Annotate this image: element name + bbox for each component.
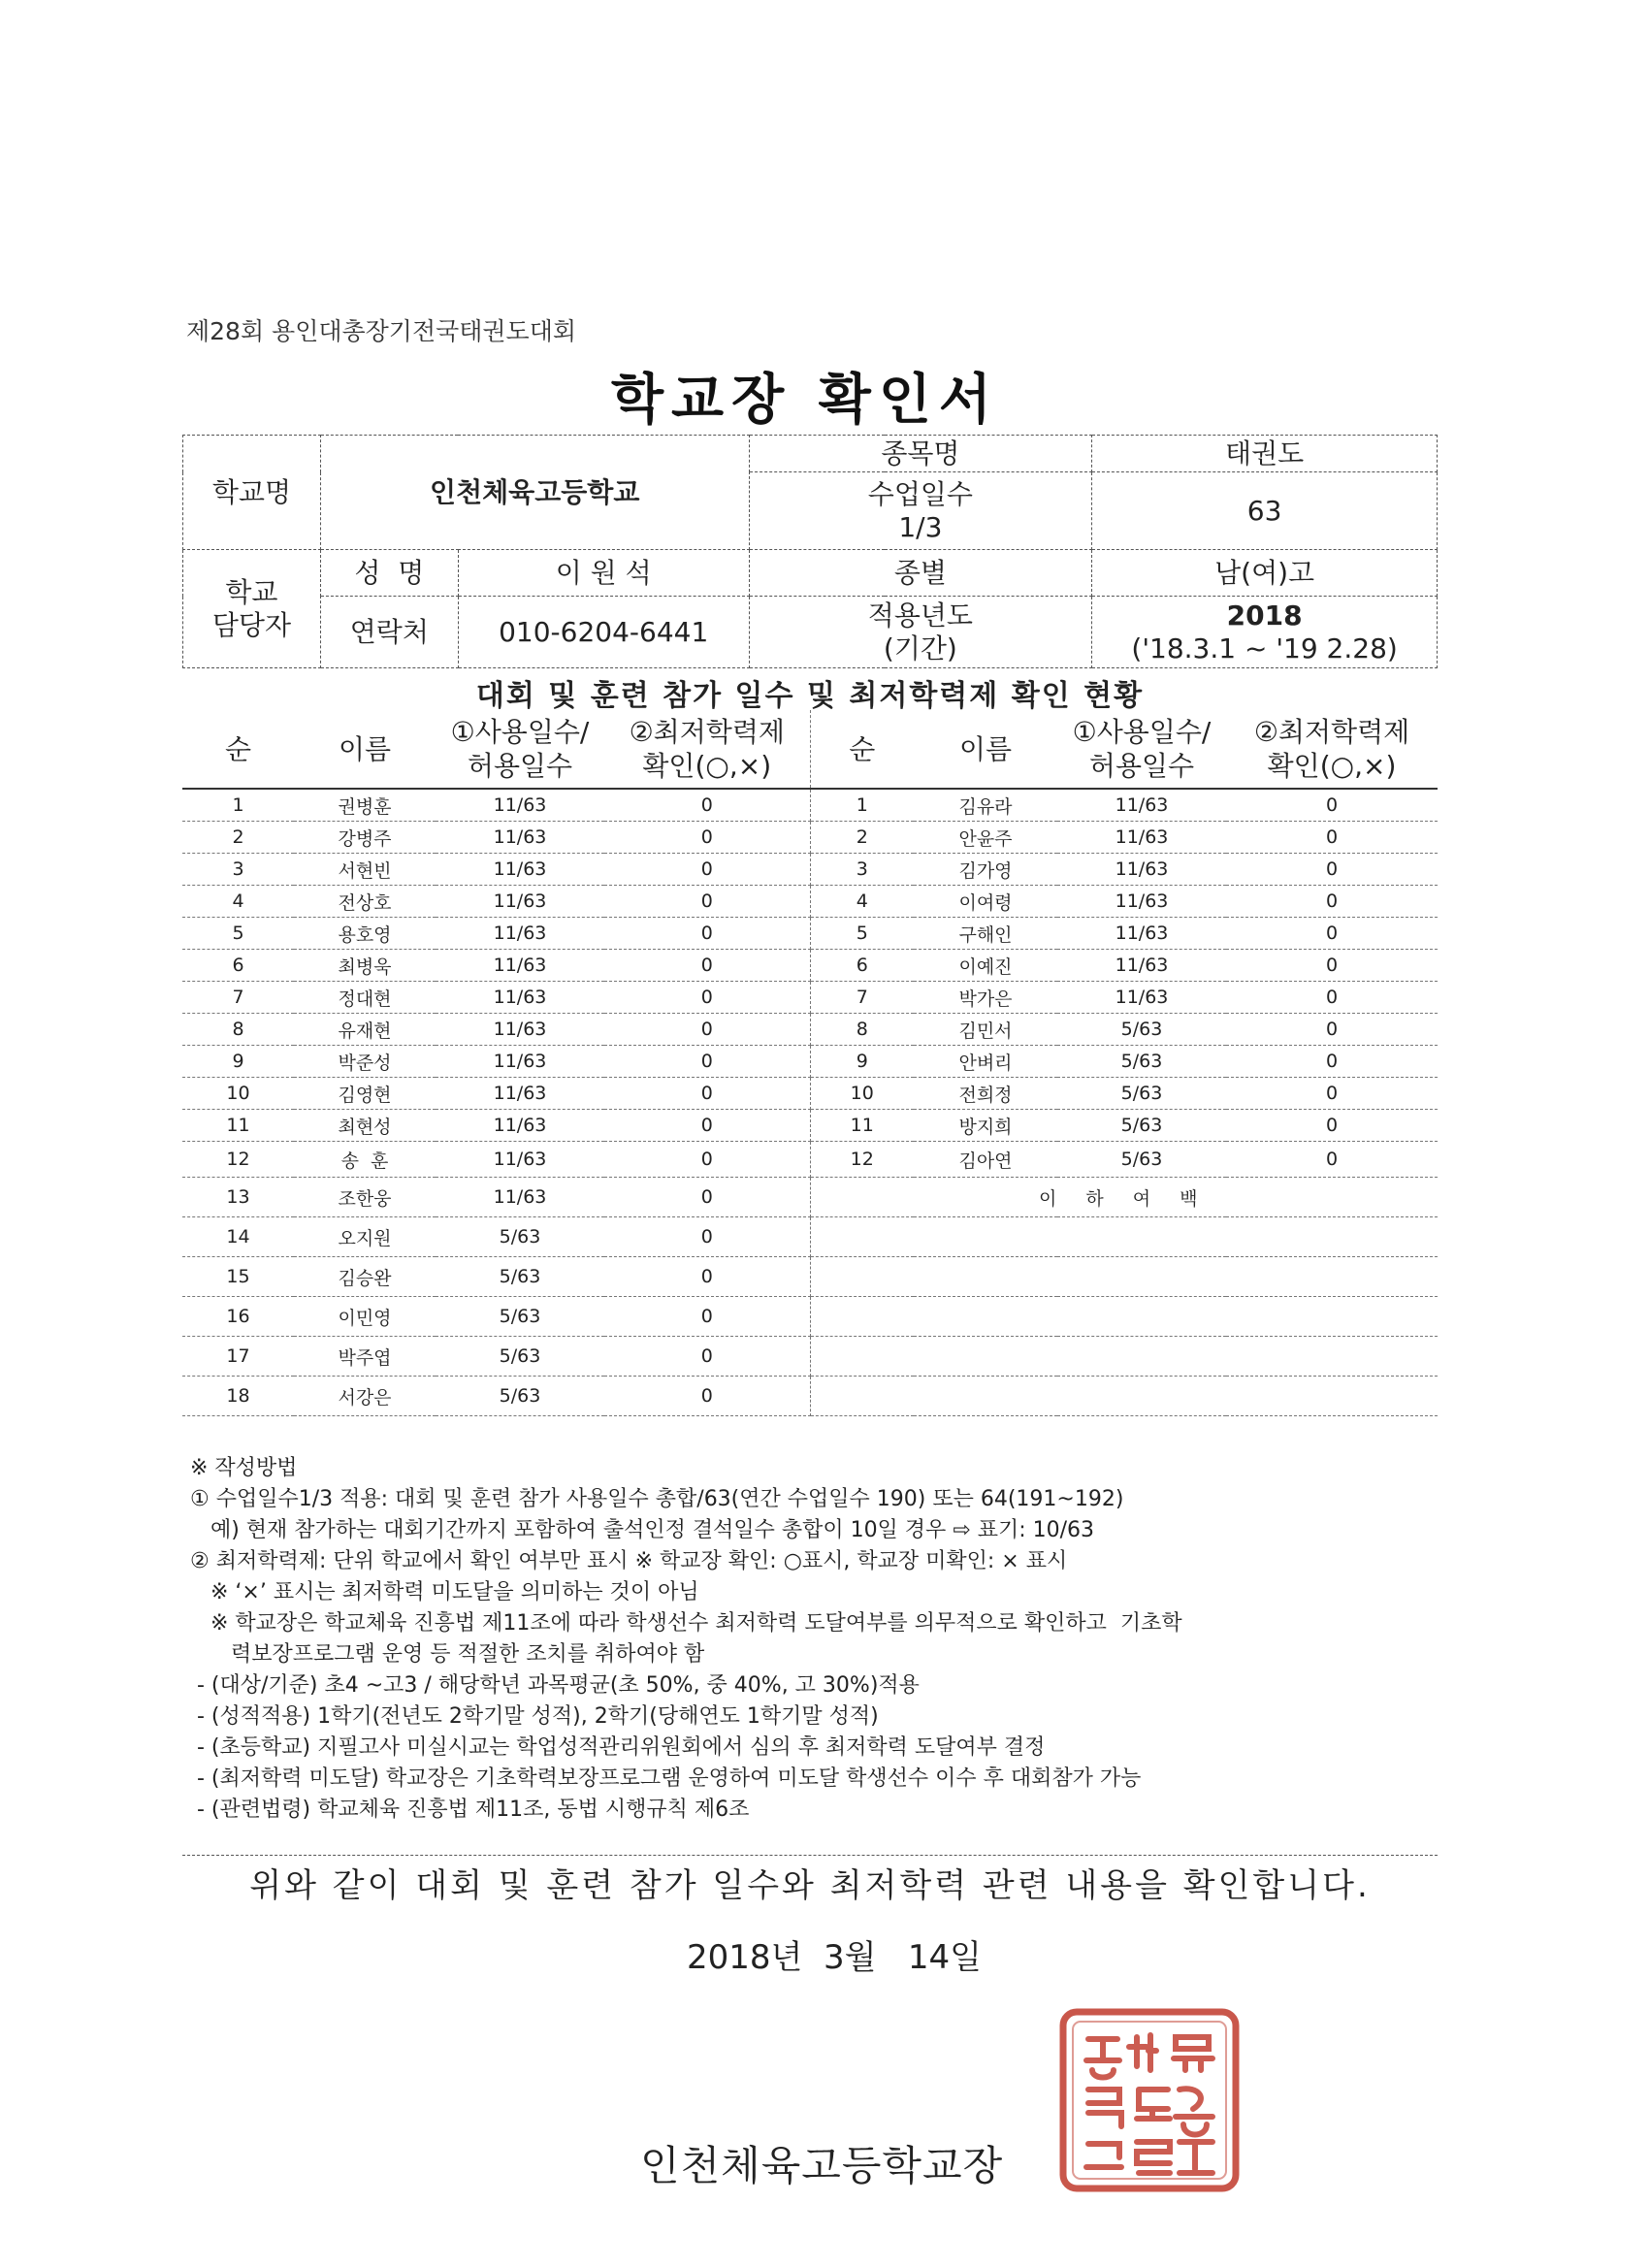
row-no: 7 xyxy=(810,982,914,1014)
row-days: 11/63 xyxy=(436,1046,604,1078)
row-no: 17 xyxy=(182,1337,294,1377)
row-name: 서강은 xyxy=(294,1377,436,1416)
row-name: 이민영 xyxy=(294,1297,436,1337)
row-check: 0 xyxy=(604,1178,810,1217)
school-name-label: 학교명 xyxy=(183,436,321,550)
note-line: - (대상/기준) 초4 ~고3 / 해당학년 과목평균(초 50%, 중 40%, 고 30%)적용 xyxy=(190,1673,920,1698)
row-no: 2 xyxy=(182,822,294,854)
event-label: 종목명 xyxy=(749,436,1092,472)
row-days: 5/63 xyxy=(1057,1078,1226,1110)
blank-remark: 이 하 여 백 xyxy=(810,1178,1438,1217)
col-header-days-line2: 허용일수 xyxy=(1088,750,1195,782)
school-info-table xyxy=(182,435,1438,668)
table-row xyxy=(182,1377,1438,1416)
row-name: 전희정 xyxy=(914,1078,1057,1110)
apply-year-label xyxy=(749,597,1092,668)
row-no: 13 xyxy=(182,1178,294,1217)
table-row xyxy=(182,1142,1438,1178)
row-days: 11/63 xyxy=(436,1178,604,1217)
row-check: 0 xyxy=(1226,789,1438,822)
table-row xyxy=(182,918,1438,950)
row-days: 11/63 xyxy=(436,950,604,982)
row-check: 0 xyxy=(1226,822,1438,854)
col-header-name: 이름 xyxy=(294,710,436,789)
note-line: - (관련법령) 학교체육 진흥법 제11조, 동법 시행규칙 제6조 xyxy=(190,1798,750,1822)
row-days: 11/63 xyxy=(1057,854,1226,886)
manager-label-line1: 학교 xyxy=(225,575,278,608)
row-no: 5 xyxy=(182,918,294,950)
row-check: 0 xyxy=(604,822,810,854)
apply-period: ('18.3.1 ~ '19 2.28) xyxy=(1131,632,1398,664)
empty-cell xyxy=(914,1337,1057,1377)
col-header-days-line1: ①사용일수/ xyxy=(450,716,590,748)
participation-table xyxy=(182,710,1438,1416)
row-days: 11/63 xyxy=(1057,982,1226,1014)
official-seal-icon xyxy=(1059,2008,1240,2192)
divider xyxy=(182,1855,1438,1856)
row-no: 18 xyxy=(182,1377,294,1416)
row-no: 16 xyxy=(182,1297,294,1337)
table-row xyxy=(182,1046,1438,1078)
apply-year: 2018 xyxy=(1226,599,1303,632)
row-no: 3 xyxy=(810,854,914,886)
row-days: 11/63 xyxy=(436,1142,604,1178)
empty-cell xyxy=(1057,1297,1226,1337)
table-row xyxy=(182,1110,1438,1142)
row-check: 0 xyxy=(604,1142,810,1178)
class-days-label xyxy=(749,472,1092,550)
row-check: 0 xyxy=(604,1337,810,1377)
col-header-check-line2: 확인(○,×) xyxy=(642,750,772,782)
row-no: 1 xyxy=(182,789,294,822)
row-days: 5/63 xyxy=(436,1217,604,1257)
col-header-check-line1: ②최저학력제 xyxy=(629,716,785,748)
row-no: 12 xyxy=(810,1142,914,1178)
note-line: - (최저학력 미도달) 학교장은 기초학력보장프로그램 운영하여 미도달 학생선수 이수 후 대회참가 가능 xyxy=(190,1766,1142,1791)
issue-date: 2018년 3월 14일 xyxy=(687,1938,982,1977)
row-name: 이예진 xyxy=(914,950,1057,982)
row-days: 11/63 xyxy=(436,1110,604,1142)
section-title: 대회 및 훈련 참가 일수 및 최저학력제 확인 현황 xyxy=(475,679,1145,713)
row-no: 5 xyxy=(810,918,914,950)
row-name: 김민서 xyxy=(914,1014,1057,1046)
row-check: 0 xyxy=(1226,950,1438,982)
row-name: 김영현 xyxy=(294,1078,436,1110)
row-name: 조한웅 xyxy=(294,1178,436,1217)
table-row xyxy=(182,822,1438,854)
row-no: 9 xyxy=(810,1046,914,1078)
apply-year-label-line2: (기간) xyxy=(883,632,957,664)
col-header-days-line2: 허용일수 xyxy=(467,750,573,782)
note-line: - (성적적용) 1학기(전년도 2학기말 성적), 2학기(당해연도 1학기말 성적) xyxy=(190,1704,879,1729)
empty-cell xyxy=(1226,1337,1438,1377)
row-check: 0 xyxy=(604,789,810,822)
row-no: 2 xyxy=(810,822,914,854)
note-line: 예) 현재 참가하는 대회기간까지 포함하여 출석인정 결석일수 총합이 10일 경우 ⇨ 표기: 10/63 xyxy=(190,1518,1095,1542)
apply-year-label-line1: 적용년도 xyxy=(867,599,973,632)
empty-cell xyxy=(914,1257,1057,1297)
row-no: 14 xyxy=(182,1217,294,1257)
empty-cell xyxy=(1226,1257,1438,1297)
col-header-check xyxy=(1226,710,1438,789)
row-name: 오지원 xyxy=(294,1217,436,1257)
col-header-days xyxy=(1057,710,1226,789)
note-line: ② 최저학력제: 단위 학교에서 확인 여부만 표시 ※ 학교장 확인: ○표시, 학교장 미확인: × 표시 xyxy=(190,1549,1068,1573)
empty-cell xyxy=(1226,1217,1438,1257)
row-check: 0 xyxy=(1226,886,1438,918)
empty-cell xyxy=(1226,1377,1438,1416)
row-days: 5/63 xyxy=(1057,1046,1226,1078)
contact-value: 010-6204-6441 xyxy=(458,597,749,668)
row-no: 9 xyxy=(182,1046,294,1078)
row-check: 0 xyxy=(604,1078,810,1110)
contact-label: 연락처 xyxy=(320,597,458,668)
row-no: 8 xyxy=(810,1014,914,1046)
row-days: 5/63 xyxy=(1057,1142,1226,1178)
row-days: 5/63 xyxy=(436,1297,604,1337)
manager-name-label: 성 명 xyxy=(320,550,458,597)
empty-cell xyxy=(810,1217,914,1257)
row-no: 11 xyxy=(810,1110,914,1142)
row-check: 0 xyxy=(1226,1014,1438,1046)
row-no: 1 xyxy=(810,789,914,822)
note-line: ※ 학교장은 학교체육 진흥법 제11조에 따라 학생선수 최저학력 도달여부를 의무적으로 확인하고 기초학 xyxy=(190,1611,1182,1636)
row-days: 11/63 xyxy=(436,886,604,918)
row-no: 6 xyxy=(182,950,294,982)
row-days: 5/63 xyxy=(436,1257,604,1297)
manager-label xyxy=(183,550,321,668)
empty-cell xyxy=(914,1217,1057,1257)
col-header-check-line2: 확인(○,×) xyxy=(1267,750,1397,782)
row-no: 6 xyxy=(810,950,914,982)
row-name: 서현빈 xyxy=(294,854,436,886)
table-row xyxy=(182,1078,1438,1110)
row-name: 최현성 xyxy=(294,1110,436,1142)
row-check: 0 xyxy=(1226,918,1438,950)
page-title: 학교장 확인서 xyxy=(610,369,1000,432)
row-name: 박준성 xyxy=(294,1046,436,1078)
row-days: 11/63 xyxy=(436,789,604,822)
row-name: 방지희 xyxy=(914,1110,1057,1142)
row-name: 유재현 xyxy=(294,1014,436,1046)
row-name: 정대현 xyxy=(294,982,436,1014)
manager-label-line2: 담당자 xyxy=(211,608,292,641)
row-name: 김아연 xyxy=(914,1142,1057,1178)
school-name-value: 인천체육고등학교 xyxy=(320,436,749,550)
confirmation-statement: 위와 같이 대회 및 훈련 참가 일수와 최저학력 관련 내용을 확인합니다. xyxy=(249,1866,1371,1905)
row-days: 5/63 xyxy=(436,1377,604,1416)
row-name: 구해인 xyxy=(914,918,1057,950)
row-check: 0 xyxy=(1226,1142,1438,1178)
row-check: 0 xyxy=(604,1110,810,1142)
row-no: 8 xyxy=(182,1014,294,1046)
row-name: 김가영 xyxy=(914,854,1057,886)
empty-cell xyxy=(1226,1297,1438,1337)
col-header-no: 순 xyxy=(182,710,294,789)
table-row xyxy=(182,789,1438,822)
col-header-name: 이름 xyxy=(914,710,1057,789)
row-check: 0 xyxy=(604,854,810,886)
row-check: 0 xyxy=(604,1257,810,1297)
row-days: 11/63 xyxy=(1057,789,1226,822)
row-no: 3 xyxy=(182,854,294,886)
col-header-no: 순 xyxy=(810,710,914,789)
row-days: 11/63 xyxy=(1057,950,1226,982)
note-line: - (초등학교) 지필고사 미실시교는 학업성적관리위원회에서 심의 후 최저학력 도달여부 결정 xyxy=(190,1735,1046,1760)
row-no: 15 xyxy=(182,1257,294,1297)
row-no: 12 xyxy=(182,1142,294,1178)
row-name: 안벼리 xyxy=(914,1046,1057,1078)
row-name: 전상호 xyxy=(294,886,436,918)
note-line: ※ ‘×’ 표시는 최저학력 미도달을 의미하는 것이 아님 xyxy=(190,1580,699,1604)
row-no: 4 xyxy=(182,886,294,918)
note-line: ① 수업일수1/3 적용: 대회 및 훈련 참가 사용일수 총합/63(연간 수업일수 190) 또는 64(191~192) xyxy=(190,1487,1124,1511)
manager-name-value: 이 원 석 xyxy=(458,550,749,597)
empty-cell xyxy=(914,1297,1057,1337)
row-name: 박가은 xyxy=(914,982,1057,1014)
row-name: 최병욱 xyxy=(294,950,436,982)
row-name: 김승완 xyxy=(294,1257,436,1297)
row-no: 10 xyxy=(182,1078,294,1110)
empty-cell xyxy=(1057,1377,1226,1416)
row-days: 11/63 xyxy=(436,982,604,1014)
table-row xyxy=(182,1257,1438,1297)
empty-cell xyxy=(914,1377,1057,1416)
table-row xyxy=(182,854,1438,886)
writing-instructions xyxy=(190,1453,1451,1826)
row-name: 권병훈 xyxy=(294,789,436,822)
row-no: 4 xyxy=(810,886,914,918)
note-line: ※ 작성방법 xyxy=(190,1456,298,1480)
row-days: 11/63 xyxy=(436,1078,604,1110)
table-row xyxy=(182,1178,1438,1217)
row-name: 김유라 xyxy=(914,789,1057,822)
empty-cell xyxy=(1057,1257,1226,1297)
table-row xyxy=(182,950,1438,982)
row-check: 0 xyxy=(604,886,810,918)
row-name: 송 훈 xyxy=(294,1142,436,1178)
col-header-days xyxy=(436,710,604,789)
row-name: 강병주 xyxy=(294,822,436,854)
row-no: 7 xyxy=(182,982,294,1014)
row-check: 0 xyxy=(604,1046,810,1078)
event-value: 태권도 xyxy=(1092,436,1438,472)
row-check: 0 xyxy=(604,1014,810,1046)
empty-cell xyxy=(810,1257,914,1297)
table-row xyxy=(182,1297,1438,1337)
gender-value: 남(여)고 xyxy=(1092,550,1438,597)
empty-cell xyxy=(810,1297,914,1337)
row-days: 11/63 xyxy=(436,1014,604,1046)
row-days: 5/63 xyxy=(1057,1110,1226,1142)
empty-cell xyxy=(810,1377,914,1416)
table-row xyxy=(182,1014,1438,1046)
table-row xyxy=(182,886,1438,918)
empty-cell xyxy=(1057,1217,1226,1257)
gender-label: 종별 xyxy=(749,550,1092,597)
row-days: 11/63 xyxy=(436,854,604,886)
class-days-value: 63 xyxy=(1092,472,1438,550)
row-name: 안윤주 xyxy=(914,822,1057,854)
row-check: 0 xyxy=(604,918,810,950)
row-no: 11 xyxy=(182,1110,294,1142)
row-days: 11/63 xyxy=(1057,886,1226,918)
apply-year-value xyxy=(1092,597,1438,668)
table-row xyxy=(182,1337,1438,1377)
empty-cell xyxy=(810,1337,914,1377)
row-check: 0 xyxy=(1226,1110,1438,1142)
empty-cell xyxy=(1057,1337,1226,1377)
row-check: 0 xyxy=(1226,1078,1438,1110)
principal-signature-line: 인천체육고등학교장 xyxy=(640,2142,1004,2189)
row-days: 5/63 xyxy=(1057,1014,1226,1046)
row-days: 11/63 xyxy=(1057,918,1226,950)
class-days-label-line2: 1/3 xyxy=(898,510,943,543)
row-days: 11/63 xyxy=(1057,822,1226,854)
note-line: 력보장프로그램 운영 등 적절한 조치를 취하여야 함 xyxy=(190,1642,705,1667)
row-no: 10 xyxy=(810,1078,914,1110)
row-check: 0 xyxy=(604,982,810,1014)
row-days: 11/63 xyxy=(436,918,604,950)
row-name: 용호영 xyxy=(294,918,436,950)
row-check: 0 xyxy=(1226,1046,1438,1078)
row-check: 0 xyxy=(604,1377,810,1416)
row-name: 박주엽 xyxy=(294,1337,436,1377)
row-check: 0 xyxy=(604,1217,810,1257)
contest-subtitle: 제28회 용인대총장기전국태권도대회 xyxy=(186,317,577,345)
row-name: 이여령 xyxy=(914,886,1057,918)
row-days: 11/63 xyxy=(436,822,604,854)
col-header-check xyxy=(604,710,810,789)
table-row xyxy=(182,982,1438,1014)
row-check: 0 xyxy=(1226,854,1438,886)
col-header-check-line1: ②최저학력제 xyxy=(1253,716,1410,748)
col-header-days-line1: ①사용일수/ xyxy=(1072,716,1212,748)
row-days: 5/63 xyxy=(436,1337,604,1377)
row-check: 0 xyxy=(604,950,810,982)
row-check: 0 xyxy=(1226,982,1438,1014)
class-days-label-line1: 수업일수 xyxy=(867,477,973,510)
table-row xyxy=(182,1217,1438,1257)
row-check: 0 xyxy=(604,1297,810,1337)
